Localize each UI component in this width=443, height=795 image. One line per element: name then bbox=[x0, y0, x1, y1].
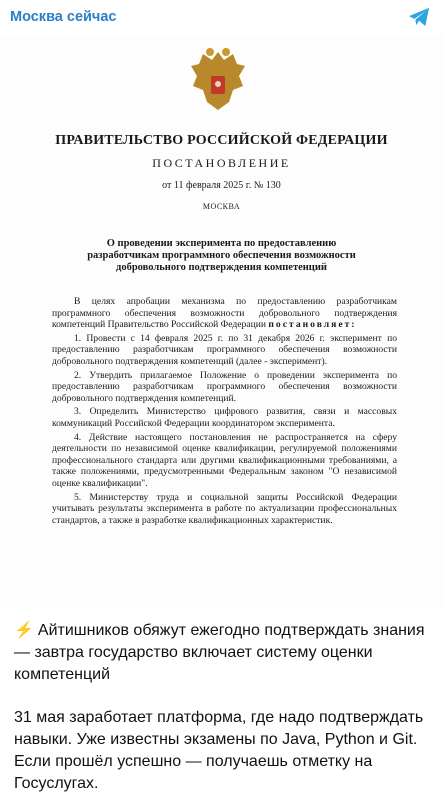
preamble-text: В целях апробации механизма по предоставлению разработчикам программного обеспечения возможности добровольного подтверждения компетенций Правительство Российской Федерации bbox=[52, 296, 397, 331]
government-heading: ПРАВИТЕЛЬСТВО РОССИЙСКОЙ ФЕДЕРАЦИИ bbox=[55, 133, 388, 148]
post-body: 31 мая заработает платформа, где надо подтверждать навыки. Уже известны экзамены по Java, Python и Git. Если прошёл успешно — получаешь отметку на Госуслугах. bbox=[14, 709, 424, 792]
headline-text: Айтишников обяжут ежегодно подтверждать знания — завтра государство включает систему оценки компетенций bbox=[14, 622, 425, 683]
post-headline bbox=[14, 620, 434, 686]
channel-name[interactable]: Москва сейчас bbox=[10, 9, 117, 25]
document-city: МОСКВА bbox=[202, 202, 241, 211]
document-image[interactable] bbox=[0, 34, 443, 608]
telegram-share-icon[interactable] bbox=[408, 7, 430, 27]
preamble-verb: постановляет: bbox=[268, 319, 357, 331]
document-paragraph-3: 3. Определить Министерство цифрового развития, связи и массовых коммуникаций Российской Федерации координатором эксперимента. bbox=[52, 406, 397, 429]
document-paragraph-2: 2. Утвердить прилагаемое Положение о проведении эксперимента по предоставлению разработчикам программного обеспечения возможности добровольного подтверждения компетенций. bbox=[52, 369, 397, 404]
coat-of-arms-icon bbox=[189, 46, 247, 112]
document-type: ПОСТАНОВЛЕНИЕ bbox=[152, 156, 291, 170]
document-body bbox=[52, 296, 397, 528]
document-date-number: от 11 февраля 2025 г. № 130 bbox=[162, 180, 281, 191]
document-title: О проведении эксперимента по предоставлению разработчикам программного обеспечения возможности добровольного подтверждения компетенций bbox=[87, 238, 356, 273]
document-preamble bbox=[52, 296, 397, 331]
post-header bbox=[0, 0, 443, 34]
document-paragraph-5: 5. Министерству труда и социальной защиты Российской Федерации учитывать результаты эксперимента в работе по актуализации профессиональных стандартов, а также в разработке квалификационных характеристик. bbox=[52, 491, 397, 526]
lightning-icon: ⚡ bbox=[14, 622, 34, 639]
document-paragraph-4: 4. Действие настоящего постановления не распространяется на сферу деятельности по независимой оценке квалификации, регулируемой положениями профессионального стандарта или другими квалификационными требованиями, а также положениями, предусмотренными Федеральным законом "О независимой оценке квалификации". bbox=[52, 431, 397, 489]
document-paragraph-1: 1. Провести с 14 февраля 2025 г. по 31 декабря 2026 г. эксперимент по предоставлению разработчикам программного обеспечения возможности добровольного подтверждения компетенций (далее - эксперимент). bbox=[52, 332, 397, 367]
